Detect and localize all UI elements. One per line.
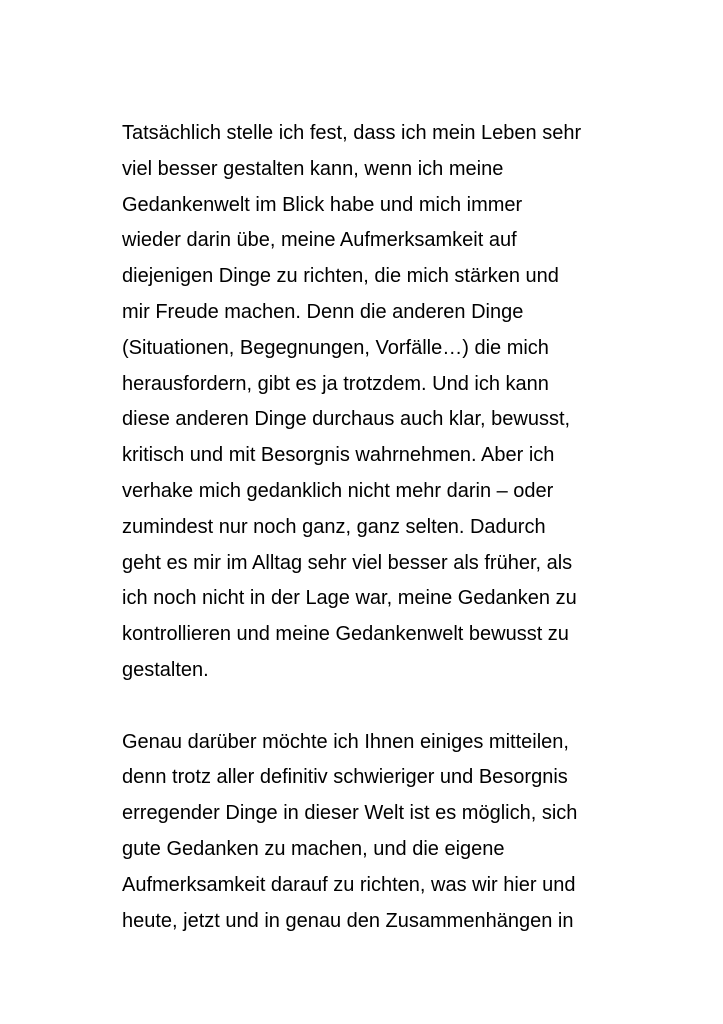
text-line: Genau darüber möchte ich Ihnen einiges mitteilen, (122, 730, 569, 753)
text-line: wieder darin übe, meine Aufmerksamkeit auf (122, 229, 517, 252)
text-line: Aufmerksamkeit darauf zu richten, was wir hier und (122, 873, 576, 896)
text-line: zumindest nur noch ganz, ganz selten. Dadurch (122, 515, 546, 538)
paragraph (122, 725, 682, 940)
text-line: diejenigen Dinge zu richten, die mich stärken und (122, 265, 559, 288)
text-line: geht es mir im Alltag sehr viel besser als früher, als (122, 551, 573, 574)
text-line: denn trotz aller definitiv schwieriger und Besorgnis (122, 766, 568, 789)
text-line: Tatsächlich stelle ich fest, dass ich mein Leben sehr (122, 122, 582, 144)
text-line: heute, jetzt und in genau den Zusammenhängen in (122, 909, 574, 932)
text-line: herausfordern, gibt es ja trotzdem. Und ich kann (122, 372, 549, 395)
text-line: diese anderen Dinge durchaus auch klar, bewusst, (122, 408, 571, 431)
paragraph (122, 116, 682, 689)
text-line: gute Gedanken zu machen, und die eigene (122, 837, 505, 860)
text-line: mir Freude machen. Denn die anderen Dinge (122, 300, 524, 323)
text-line: (Situationen, Begegnungen, Vorfälle…) die mich (122, 336, 549, 359)
text-line: kontrollieren und meine Gedankenwelt bewusst zu (122, 623, 569, 646)
text-line: Gedankenwelt im Blick habe und mich immer (122, 193, 523, 216)
text-line: ich noch nicht in der Lage war, meine Gedanken zu (122, 587, 577, 610)
text-line: erregender Dinge in dieser Welt ist es möglich, sich (122, 802, 578, 825)
text-line: viel besser gestalten kann, wenn ich meine (122, 157, 504, 180)
document-page (122, 116, 682, 939)
text-line: gestalten. (122, 658, 209, 681)
text-line: verhake mich gedanklich nicht mehr darin – oder (122, 479, 554, 502)
text-line: kritisch und mit Besorgnis wahrnehmen. Aber ich (122, 444, 555, 467)
